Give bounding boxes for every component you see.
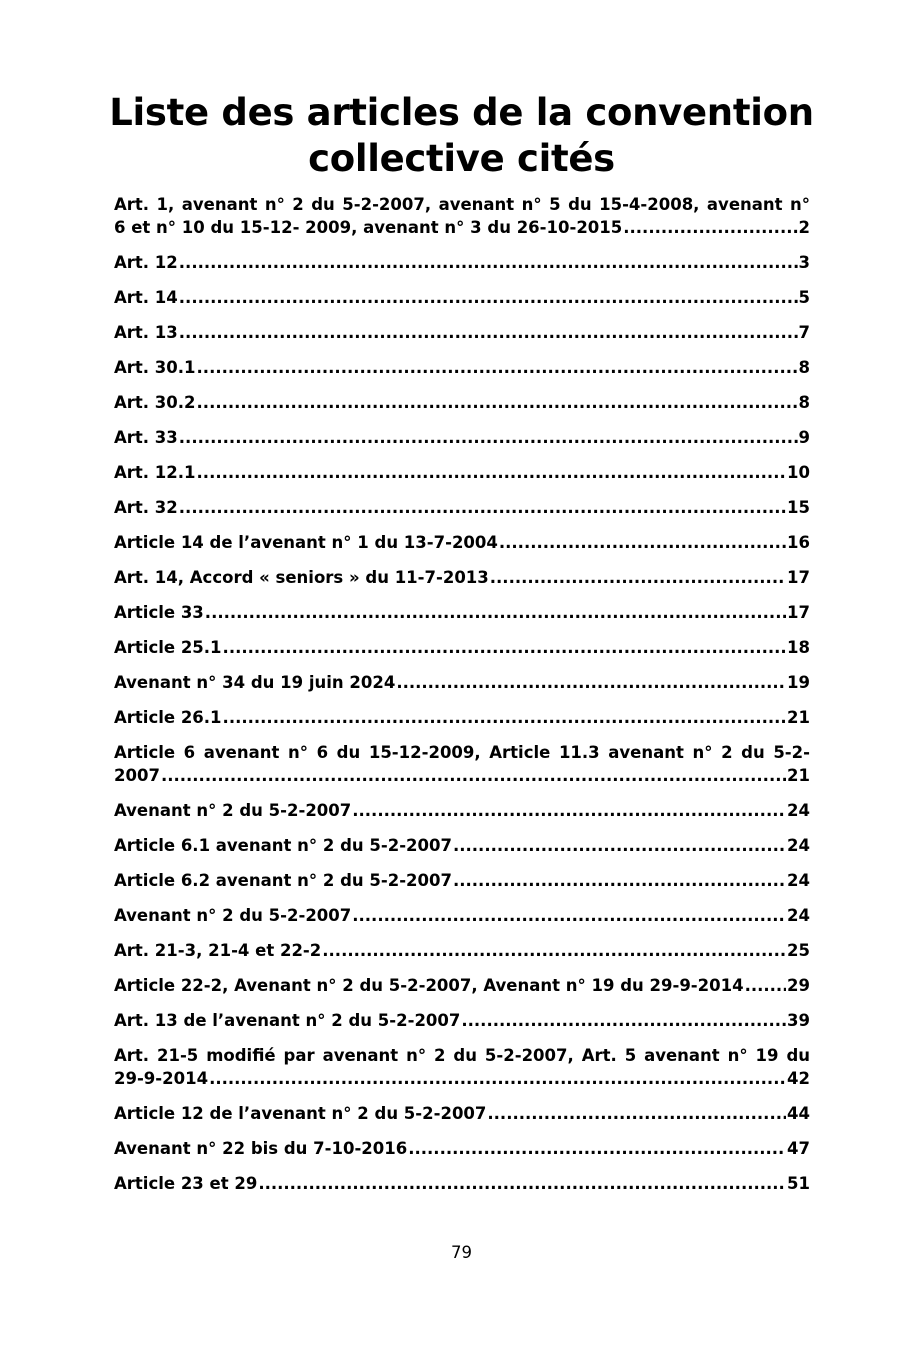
dot-leader xyxy=(499,531,786,554)
toc-entry xyxy=(114,741,810,787)
entry-row xyxy=(114,706,810,729)
entry-label: Avenant n° 34 du 19 juin 2024 xyxy=(114,673,396,692)
entry-row xyxy=(114,566,810,589)
entry-label: Art. 33 xyxy=(114,428,178,447)
entry-page-number: 17 xyxy=(787,568,810,587)
entry-label: Article 6.1 avenant n° 2 du 5-2-2007 xyxy=(114,836,452,855)
entry-row xyxy=(114,461,810,484)
entry-label-first-line: Art. 1, avenant n° 2 du 5-2-2007, avenant n° 5 du 15-4-2008, avenant n° xyxy=(114,195,810,214)
toc-entry xyxy=(114,799,810,822)
entry-row xyxy=(114,251,810,274)
dot-leader xyxy=(179,251,798,274)
entry-row xyxy=(114,636,810,659)
entry-page-number: 3 xyxy=(798,253,810,272)
dot-leader xyxy=(453,834,786,857)
entry-page-number: 8 xyxy=(798,358,810,377)
toc-entry xyxy=(114,426,810,449)
toc-entry xyxy=(114,974,810,997)
entry-page-number: 24 xyxy=(787,906,810,925)
dot-leader xyxy=(209,1067,786,1090)
toc-entry xyxy=(114,869,810,892)
entry-row xyxy=(114,834,810,857)
dot-leader xyxy=(223,706,786,729)
entry-page-number: 51 xyxy=(787,1174,810,1193)
page-number: 79 xyxy=(451,1243,472,1262)
entry-label: Art. 14, Accord « seniors » du 11-7-2013 xyxy=(114,568,489,587)
entry-label: 2007 xyxy=(114,766,160,785)
entry-row xyxy=(114,799,810,822)
dot-leader xyxy=(490,566,786,589)
entry-label: Art. 13 xyxy=(114,323,178,342)
entry-page-number: 39 xyxy=(787,1011,810,1030)
dot-leader xyxy=(223,636,786,659)
dot-leader xyxy=(258,1172,786,1195)
toc-entry xyxy=(114,1137,810,1160)
entry-page-number: 15 xyxy=(787,498,810,517)
entry-row xyxy=(114,939,810,962)
dot-leader xyxy=(623,216,797,239)
toc-entry xyxy=(114,1102,810,1125)
dot-leader xyxy=(197,461,787,484)
entry-page-number: 21 xyxy=(787,766,810,785)
entry-row xyxy=(114,1137,810,1160)
toc-entry xyxy=(114,286,810,309)
entry-row xyxy=(114,1102,810,1125)
dot-leader xyxy=(197,391,798,414)
entry-page-number: 29 xyxy=(787,976,810,995)
toc-entry xyxy=(114,834,810,857)
toc-entry xyxy=(114,461,810,484)
entry-page-number: 25 xyxy=(787,941,810,960)
entry-label: Article 12 de l’avenant n° 2 du 5-2-2007 xyxy=(114,1104,487,1123)
dot-leader xyxy=(179,496,786,519)
entry-page-number: 42 xyxy=(787,1069,810,1088)
entry-label: Art. 14 xyxy=(114,288,178,307)
entry-label: 6 et n° 10 du 15-12- 2009, avenant n° 3 du 26-10-2015 xyxy=(114,218,623,237)
entry-label: Article 23 et 29 xyxy=(114,1174,258,1193)
dot-leader xyxy=(179,426,798,449)
dot-leader xyxy=(745,974,786,997)
dot-leader xyxy=(179,321,798,344)
entry-label-first-line: Article 6 avenant n° 6 du 15-12-2009, Article 11.3 avenant n° 2 du 5-2- xyxy=(114,743,810,762)
toc-entry xyxy=(114,939,810,962)
toc-entry xyxy=(114,1172,810,1195)
entry-page-number: 9 xyxy=(798,428,810,447)
entry-label: Art. 13 de l’avenant n° 2 du 5-2-2007 xyxy=(114,1011,461,1030)
entry-row xyxy=(114,391,810,414)
entry-row xyxy=(114,531,810,554)
entry-page-number: 2 xyxy=(798,218,810,237)
toc-entry xyxy=(114,391,810,414)
entry-page-number: 10 xyxy=(787,463,810,482)
toc-entry xyxy=(114,321,810,344)
toc-entry xyxy=(114,904,810,927)
entry-page-number: 17 xyxy=(787,603,810,622)
toc-entry xyxy=(114,671,810,694)
entry-page-number: 44 xyxy=(787,1104,810,1123)
entry-label: Avenant n° 22 bis du 7-10-2016 xyxy=(114,1139,408,1158)
entry-row xyxy=(114,216,810,239)
entry-row xyxy=(114,1009,810,1032)
entry-label: Art. 21-3, 21-4 et 22-2 xyxy=(114,941,322,960)
entry-row xyxy=(114,764,810,787)
entry-label: Art. 12 xyxy=(114,253,178,272)
entry-row xyxy=(114,869,810,892)
entry-label: Avenant n° 2 du 5-2-2007 xyxy=(114,906,352,925)
entry-label: Article 33 xyxy=(114,603,204,622)
toc-entry xyxy=(114,706,810,729)
entry-row xyxy=(114,601,810,624)
dot-leader xyxy=(453,869,786,892)
entry-page-number: 21 xyxy=(787,708,810,727)
toc-entry xyxy=(114,601,810,624)
toc-entry xyxy=(114,1044,810,1090)
entry-label-first-line: Art. 21-5 modifié par avenant n° 2 du 5-2-2007, Art. 5 avenant n° 19 du xyxy=(114,1046,810,1065)
dot-leader xyxy=(322,939,786,962)
toc-entry xyxy=(114,496,810,519)
toc-entry xyxy=(114,251,810,274)
dot-leader xyxy=(487,1102,786,1125)
dot-leader xyxy=(161,764,786,787)
dot-leader xyxy=(179,286,798,309)
dot-leader xyxy=(352,799,786,822)
entry-label: Article 14 de l’avenant n° 1 du 13-7-2004 xyxy=(114,533,498,552)
entry-label: Art. 30.2 xyxy=(114,393,196,412)
entry-page-number: 24 xyxy=(787,836,810,855)
entry-label: Article 6.2 avenant n° 2 du 5-2-2007 xyxy=(114,871,452,890)
entry-label: Art. 30.1 xyxy=(114,358,196,377)
entry-page-number: 18 xyxy=(787,638,810,657)
entry-row xyxy=(114,1067,810,1090)
toc-entry xyxy=(114,636,810,659)
entry-row xyxy=(114,671,810,694)
entry-row xyxy=(114,321,810,344)
entry-label: Art. 32 xyxy=(114,498,178,517)
toc-entry xyxy=(114,1009,810,1032)
toc-entry xyxy=(114,566,810,589)
entry-page-number: 5 xyxy=(798,288,810,307)
entry-label: Avenant n° 2 du 5-2-2007 xyxy=(114,801,352,820)
entry-page-number: 19 xyxy=(787,673,810,692)
entry-row xyxy=(114,904,810,927)
entry-label: Art. 12.1 xyxy=(114,463,196,482)
entry-row xyxy=(114,496,810,519)
article-list xyxy=(114,193,810,1207)
entry-row xyxy=(114,286,810,309)
entry-row xyxy=(114,974,810,997)
dot-leader xyxy=(461,1009,786,1032)
entry-page-number: 47 xyxy=(787,1139,810,1158)
dot-leader xyxy=(205,601,786,624)
entry-page-number: 7 xyxy=(798,323,810,342)
entry-row xyxy=(114,426,810,449)
dot-leader xyxy=(408,1137,786,1160)
dot-leader xyxy=(197,356,798,379)
page-title: Liste des articles de la convention collective cités xyxy=(109,91,814,180)
entry-page-number: 8 xyxy=(798,393,810,412)
dot-leader xyxy=(352,904,786,927)
entry-row xyxy=(114,1172,810,1195)
entry-page-number: 24 xyxy=(787,801,810,820)
entry-label: Article 26.1 xyxy=(114,708,222,727)
entry-label: 29-9-2014 xyxy=(114,1069,209,1088)
toc-entry xyxy=(114,356,810,379)
entry-page-number: 16 xyxy=(787,533,810,552)
toc-entry xyxy=(114,531,810,554)
dot-leader xyxy=(396,671,786,694)
entry-page-number: 24 xyxy=(787,871,810,890)
entry-label: Article 25.1 xyxy=(114,638,222,657)
entry-row xyxy=(114,356,810,379)
toc-entry xyxy=(114,193,810,239)
entry-label: Article 22-2, Avenant n° 2 du 5-2-2007, Avenant n° 19 du 29-9-2014 xyxy=(114,976,744,995)
